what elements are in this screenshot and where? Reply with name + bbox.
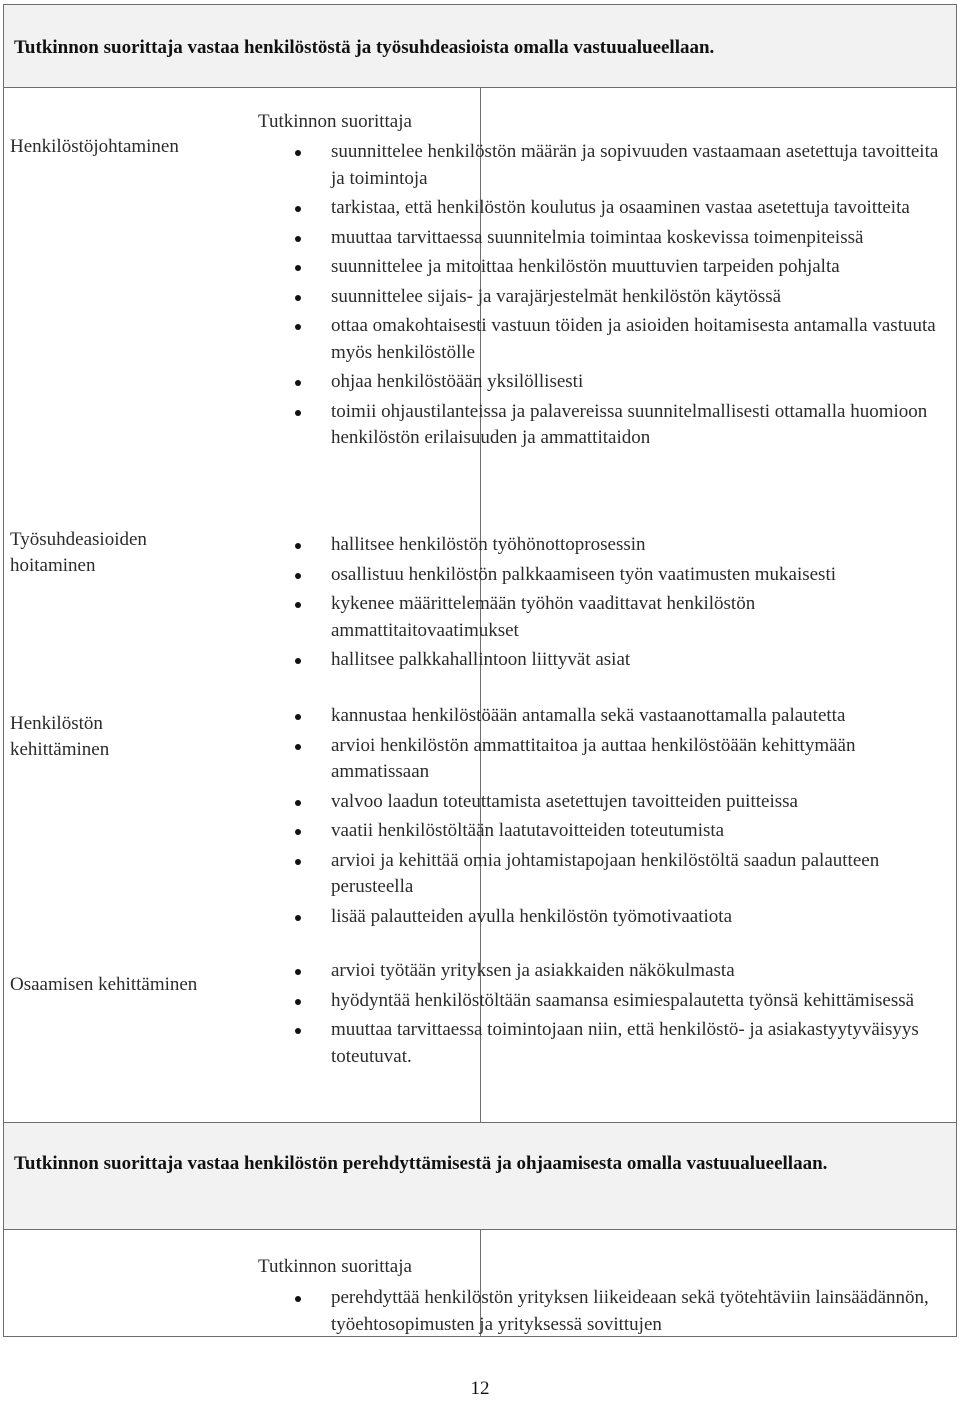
bullet-list-osaamisen-kehittaminen — [295, 958, 945, 1073]
list-item: arvioi henkilöstön ammattitaitoa ja auttaa henkilöstöään kehittymään ammatissaan — [295, 733, 945, 786]
list-item: vaatii henkilöstöltään laatutavoitteiden toteutumista — [295, 818, 945, 845]
list-item: hallitsee henkilöstön työhönottoprosessin — [295, 532, 945, 559]
area-label-tyosuhdeasiat: Työsuhdeasioiden hoitaminen — [10, 529, 147, 576]
area-label-osaamisen-kehittaminen: Osaamisen kehittäminen — [10, 974, 198, 995]
section1-intro: Tutkinnon suorittaja — [258, 111, 412, 132]
list-item: arvioi työtään yrityksen ja asiakkaiden näkökulmasta — [295, 958, 945, 985]
list-item: toimii ohjaustilanteissa ja palavereissa suunnitelmallisesti ottamalla huomioon henkilöstön erilaisuuden ja ammattitaidon — [295, 399, 945, 452]
list-item: perehdyttää henkilöstön yrityksen liikeideaan sekä työtehtäviin lainsäädännön, työehtosopimusten ja yrityksessä sovittujen — [295, 1285, 945, 1338]
area-label-henkilostojohtaminen: Henkilöstöjohtaminen — [10, 136, 179, 157]
list-item: kykenee määrittelemään työhön vaadittavat henkilöstön ammattitaitovaatimukset — [295, 591, 945, 644]
list-item: kannustaa henkilöstöään antamalla sekä vastaanottamalla palautetta — [295, 703, 945, 730]
list-item: hyödyntää henkilöstöltään saamansa esimiespalautetta työnsä kehittämisessä — [295, 988, 945, 1015]
list-item: ottaa omakohtaisesti vastuun töiden ja asioiden hoitamisesta antamalla vastuuta myös henkilöstölle — [295, 313, 945, 366]
area-label-henkiloston-kehittaminen: Henkilöstön kehittäminen — [10, 713, 110, 760]
section1-heading: Tutkinnon suorittaja vastaa henkilöstöstä ja työsuhdeasioista omalla vastuualueellaan. — [4, 5, 957, 88]
list-item: muuttaa tarvittaessa suunnitelmia toimintaa koskevissa toimenpiteissä — [295, 225, 945, 252]
bullet-list-perehdyttaminen — [295, 1285, 945, 1341]
list-item: suunnittelee sijais- ja varajärjestelmät henkilöstön käytössä — [295, 284, 945, 311]
bullet-list-henkilostojohtaminen — [295, 139, 945, 455]
list-item: suunnittelee henkilöstön määrän ja sopivuuden vastaamaan asetettuja tavoitteita ja toimintoja — [295, 139, 945, 192]
list-item: muuttaa tarvittaessa toimintojaan niin, että henkilöstö- ja asiakastyytyväisyys toteutuvat. — [295, 1017, 945, 1070]
section2-intro: Tutkinnon suorittaja — [258, 1256, 412, 1277]
list-item: lisää palautteiden avulla henkilöstön työmotivaatiota — [295, 904, 945, 931]
page-number: 12 — [470, 1378, 490, 1399]
list-item: ohjaa henkilöstöään yksilöllisesti — [295, 369, 945, 396]
bullet-list-tyosuhdeasiat — [295, 532, 945, 677]
list-item: suunnittelee ja mitoittaa henkilöstön muuttuvien tarpeiden pohjalta — [295, 254, 945, 281]
bullet-list-henkiloston-kehittaminen — [295, 703, 945, 933]
section2-heading: Tutkinnon suorittaja vastaa henkilöstön perehdyttämisestä ja ohjaamisesta omalla vastuualueellaan. — [4, 1123, 957, 1230]
list-item: hallitsee palkkahallintoon liittyvät asiat — [295, 647, 945, 674]
list-item: arvioi ja kehittää omia johtamistapojaan henkilöstöltä saadun palautteen perusteella — [295, 848, 945, 901]
list-item: valvoo laadun toteuttamista asetettujen tavoitteiden puitteissa — [295, 789, 945, 816]
list-item: osallistuu henkilöstön palkkaamiseen työn vaatimusten mukaisesti — [295, 562, 945, 589]
list-item: tarkistaa, että henkilöstön koulutus ja osaaminen vastaa asetettuja tavoitteita — [295, 195, 945, 222]
